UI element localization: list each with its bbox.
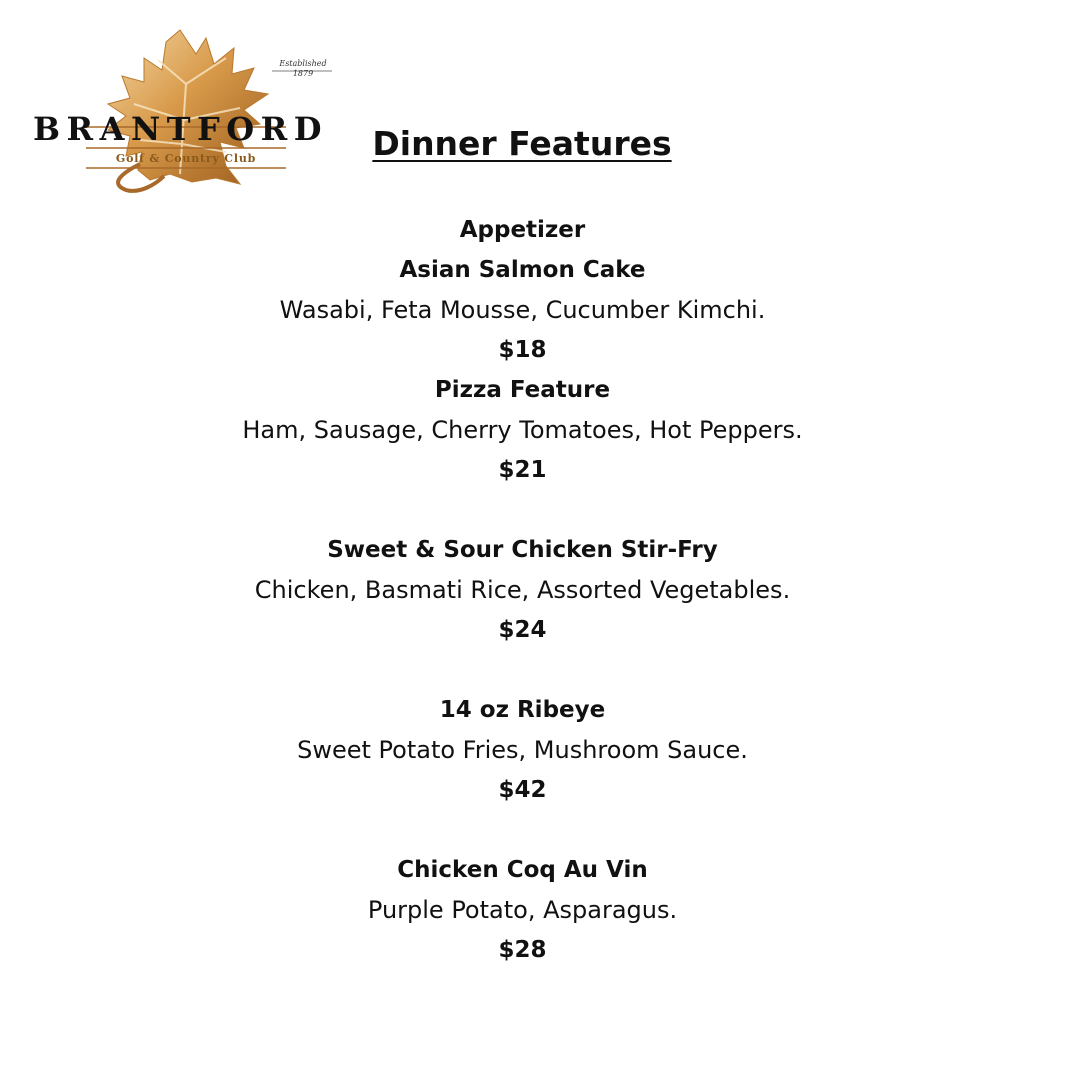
menu-item-price: $28 [498, 937, 547, 963]
menu-item-description: Chicken, Basmati Rice, Assorted Vegetables. [254, 576, 791, 604]
page-title: Dinner Features [372, 124, 672, 163]
established-text: Established [279, 59, 327, 68]
menu-list [0, 210, 1045, 1010]
menu-item-ribeye [0, 690, 1045, 850]
menu-item-name: 14 oz Ribeye [439, 697, 606, 723]
established-year: 1879 [292, 69, 314, 78]
established-label [270, 59, 336, 79]
menu-item-stir-fry [0, 530, 1045, 690]
menu-item-description: Sweet Potato Fries, Mushroom Sauce. [297, 736, 748, 764]
menu-item-coq-au-vin [0, 850, 1045, 1010]
menu-item-price: $18 [498, 337, 547, 363]
maple-leaf-icon [30, 24, 350, 194]
menu-item-appetizer [0, 210, 1045, 370]
club-subtitle: Golf & Country Club [115, 152, 257, 165]
menu-item-name: Pizza Feature [434, 377, 611, 403]
club-logo [30, 24, 350, 194]
club-name: BRANTFORD [33, 110, 328, 148]
menu-item-price: $24 [498, 617, 547, 643]
menu-item-name: Chicken Coq Au Vin [397, 857, 648, 883]
menu-item-category: Appetizer [459, 217, 586, 243]
menu-item-description: Purple Potato, Asparagus. [367, 896, 678, 924]
menu-item-name: Asian Salmon Cake [399, 257, 646, 283]
menu-item-name: Sweet & Sour Chicken Stir-Fry [327, 537, 718, 563]
menu-item-description: Wasabi, Feta Mousse, Cucumber Kimchi. [279, 296, 766, 324]
menu-item-price: $42 [498, 777, 547, 803]
menu-item-price: $21 [498, 457, 547, 483]
menu-item-pizza [0, 370, 1045, 530]
menu-item-description: Ham, Sausage, Cherry Tomatoes, Hot Peppers. [242, 416, 803, 444]
